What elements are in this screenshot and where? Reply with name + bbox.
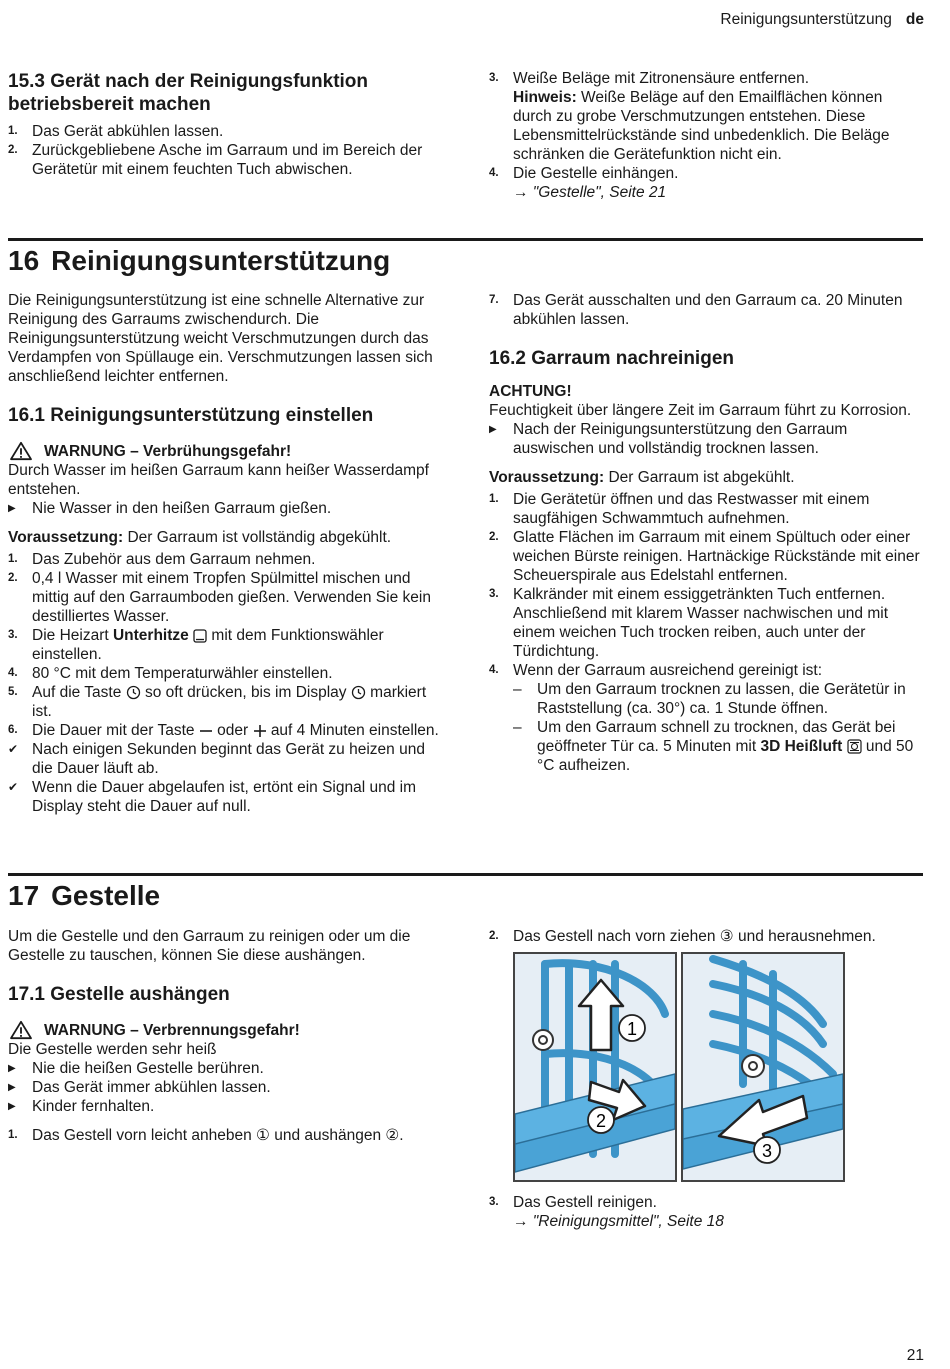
step-number: 2. <box>489 930 499 942</box>
step-text: Glatte Flächen im Garraum mit einem Spültuch oder einer weichen Bürste reinigen. Hartnäckige Rückstände mit einer Scheuerspirale aus Edelstahl entfernen. <box>513 529 920 584</box>
step-number: 2. <box>489 531 499 543</box>
step-text: Das Gerät ausschalten und den Garraum ca. 20 Minuten abkühlen lassen. <box>513 292 903 328</box>
list-item <box>8 122 440 141</box>
warning-bullet <box>8 499 440 518</box>
step-text: Das Zubehör aus dem Garraum nehmen. <box>32 551 316 568</box>
step-text: Das Gerät abkühlen lassen. <box>32 123 224 140</box>
bullet-text: Nach der Reinigungsunterstützung den Garraum auswischen und vollständig trocknen lassen. <box>513 421 848 457</box>
list-item <box>489 585 921 661</box>
step-number: 1. <box>8 125 18 137</box>
list-item <box>8 569 440 626</box>
section-15-3-left <box>8 70 440 179</box>
attention-title: ACHTUNG! <box>489 383 572 400</box>
step-text: Das Gestell nach vorn ziehen ③ und herausnehmen. <box>513 928 876 945</box>
prerequisite-label: Voraussetzung: <box>8 529 124 546</box>
step-text: Das Gestell reinigen. <box>513 1194 657 1211</box>
result-text: Nach einigen Sekunden beginnt das Gerät zu heizen und die Dauer läuft ab. <box>32 741 425 777</box>
attention-text: Feuchtigkeit über längere Zeit im Garraum führt zu Korrosion. <box>489 402 912 419</box>
bullet-icon: ▶ <box>8 503 16 514</box>
header-language: de <box>905 11 924 28</box>
sub-item-text: und 50 °C aufheizen. <box>537 738 914 774</box>
result-item <box>8 740 440 778</box>
prerequisite <box>489 468 921 487</box>
step-text: 0,4 l Wasser mit einem Tropfen Spülmittel mischen und mittig auf den Garraumboden gießen. Verwenden Sie kein destilliertes Wasser. <box>32 570 431 625</box>
step-text: mit dem Funktionswähler einstellen. <box>32 627 384 663</box>
bullet-text: Kinder fernhalten. <box>32 1098 155 1115</box>
section-17-1-title: 17.1 Gestelle aushängen <box>8 984 230 1005</box>
sub-item <box>513 680 921 718</box>
section-17-right <box>489 927 925 946</box>
step-number: 3. <box>489 1196 499 1208</box>
list-item <box>489 1193 925 1212</box>
list-item <box>489 490 921 528</box>
warning-title: WARNUNG – Verbrennungsgefahr! <box>44 1021 300 1039</box>
hint <box>489 88 919 164</box>
figure-rack-lift <box>513 952 677 1182</box>
bullet-icon: ▶ <box>8 1082 16 1093</box>
sub-item <box>513 718 921 775</box>
list-item <box>489 291 921 329</box>
step-number: 3. <box>489 588 499 600</box>
plus-icon <box>253 724 267 738</box>
section-17-left <box>8 927 444 1145</box>
result-item <box>8 778 440 816</box>
section-16-left <box>8 291 440 816</box>
heating-mode-name: 3D Heißluft <box>760 738 843 755</box>
chapter-number: 17 <box>8 880 40 911</box>
warning-heading <box>8 1020 444 1040</box>
warning-bullet <box>8 1097 444 1116</box>
minus-icon <box>199 724 213 738</box>
list-item <box>8 626 440 664</box>
warning-triangle-icon <box>8 441 34 461</box>
list-item <box>489 69 919 88</box>
figure-label-2: 2 <box>595 1111 607 1131</box>
list-item <box>8 1126 444 1145</box>
step-text: Wenn der Garraum ausreichend gereinigt ist: <box>513 662 823 679</box>
cross-reference[interactable]: → "Gestelle", Seite 21 <box>513 184 667 201</box>
step-number: 4. <box>489 167 499 179</box>
section-15-3-title: 15.3 Gerät nach der Reinigungsfunktion betriebsbereit machen <box>8 71 369 115</box>
list-item <box>489 528 921 585</box>
hint-label: Hinweis: <box>513 89 577 106</box>
list-item <box>8 721 440 740</box>
page-number: 21 <box>906 1347 924 1364</box>
step-text: Die Heizart <box>32 627 109 644</box>
bullet-icon: ▶ <box>489 424 497 435</box>
rack-pull-illustration <box>683 954 843 1180</box>
section-16-heading <box>8 244 390 278</box>
step-number: 2. <box>8 572 18 584</box>
chapter-number: 16 <box>8 245 40 276</box>
warning-triangle-icon <box>8 1020 34 1040</box>
prerequisite-label: Voraussetzung: <box>489 469 605 486</box>
figure-rack-pull <box>681 952 845 1182</box>
prerequisite-text: Der Garraum ist vollständig abgekühlt. <box>127 529 392 546</box>
list-item <box>489 164 919 183</box>
section-17-right-bottom <box>489 1193 925 1231</box>
step-number: 3. <box>489 72 499 84</box>
warning-bullet <box>8 1059 444 1078</box>
step-text: Kalkränder mit einem essiggetränkten Tuch entfernen. Anschließend mit klarem Wasser nachwischen und mit einem weichen Tuch trocken reiben, auch unter der Türdichtung. <box>513 586 889 660</box>
checkmark-icon: ✔ <box>8 742 19 756</box>
dash-marker: – <box>513 719 522 736</box>
figure-label-3: 3 <box>761 1141 773 1161</box>
bullet-text: Nie die heißen Gestelle berühren. <box>32 1060 264 1077</box>
step-text: Die Gestelle einhängen. <box>513 165 679 182</box>
step-number: 3. <box>8 629 18 641</box>
hint-text: Weiße Beläge auf den Emailflächen können durch zu grobe Verschmutzungen entstehen. Diese Lebensmittelrückstände sind unbedenklich. Die Beläge schränken die Gerätefunktion nicht ein. <box>513 89 890 163</box>
step-text: 80 °C mit dem Temperaturwähler einstellen. <box>32 665 333 682</box>
rack-lift-illustration <box>515 954 675 1180</box>
section-divider <box>8 238 923 241</box>
step-number: 1. <box>8 1129 18 1141</box>
section-16-1-title: 16.1 Reinigungsunterstützung einstellen <box>8 405 374 426</box>
sub-item-text: Um den Garraum trocknen zu lassen, die Gerätetür in Raststellung (ca. 30°) ca. 1 Stunde öffnen. <box>537 681 906 717</box>
prerequisite <box>8 528 440 547</box>
bottom-heat-icon <box>193 629 207 643</box>
attention-bullet <box>489 420 921 458</box>
list-item <box>8 664 440 683</box>
step-text: Auf die Taste <box>32 684 122 701</box>
cross-reference[interactable]: → "Reinigungsmittel", Seite 18 <box>513 1213 724 1230</box>
section-16-right <box>489 291 921 775</box>
hot-air-icon <box>847 739 862 754</box>
warning-bullet <box>8 1078 444 1097</box>
step-text: oder <box>217 722 249 739</box>
chapter-title: Reinigungsunterstützung <box>51 245 391 276</box>
sub-item-text: Um den Garraum schnell zu trocknen, das Gerät bei geöffneter Tür ca. 5 Minuten mit <box>537 719 896 755</box>
step-text: Zurückgebliebene Asche im Garraum und im Bereich der Gerätetür mit einem feuchten Tuch abwischen. <box>32 142 423 178</box>
warning-text: Die Gestelle werden sehr heiß <box>8 1041 217 1058</box>
bullet-icon: ▶ <box>8 1101 16 1112</box>
result-text: Wenn die Dauer abgelaufen ist, ertönt ein Signal und im Display steht die Dauer auf null. <box>32 779 417 815</box>
step-number: 4. <box>489 664 499 676</box>
figure-label-1: 1 <box>626 1019 638 1039</box>
dash-marker: – <box>513 681 522 698</box>
chapter-title: Gestelle <box>51 880 161 911</box>
step-text: Die Gerätetür öffnen und das Restwasser mit einem saugfähigen Schwammtuch aufnehmen. <box>513 491 870 527</box>
clock-icon <box>126 685 141 700</box>
step-number: 4. <box>8 667 18 679</box>
bullet-text: Das Gerät immer abkühlen lassen. <box>32 1079 271 1096</box>
section-16-intro: Die Reinigungsunterstützung ist eine schnelle Alternative zur Reinigung des Garraums zwischendurch. Die Reinigungsunterstützung weicht Verschmutzungen durch das Verdampfen von Spüllauge ein. Verschmutzungen lassen sich anschließend leichter entfernen. <box>8 292 433 385</box>
section-17-intro: Um die Gestelle und den Garraum zu reinigen oder um die Gestelle zu tauschen, können Sie diese aushängen. <box>8 928 411 964</box>
step-text: markiert ist. <box>32 684 427 720</box>
section-divider <box>8 873 923 876</box>
step-text: so oft drücken, bis im Display <box>144 684 347 701</box>
list-item <box>489 927 925 946</box>
running-header <box>720 10 924 29</box>
list-item <box>8 141 440 179</box>
step-text: Weiße Beläge mit Zitronensäure entfernen. <box>513 70 810 87</box>
checkmark-icon: ✔ <box>8 780 19 794</box>
bullet-text: Nie Wasser in den heißen Garraum gießen. <box>32 500 332 517</box>
warning-title: WARNUNG – Verbrühungsgefahr! <box>44 442 292 460</box>
step-number: 7. <box>489 294 499 306</box>
prerequisite-text: Der Garraum ist abgekühlt. <box>608 469 795 486</box>
header-section: Reinigungsunterstützung <box>720 11 892 28</box>
step-text: Die Dauer mit der Taste <box>32 722 195 739</box>
warning-text: Durch Wasser im heißen Garraum kann heißer Wasserdampf entstehen. <box>8 462 429 498</box>
section-16-2-title: 16.2 Garraum nachreinigen <box>489 348 734 369</box>
step-text: auf 4 Minuten einstellen. <box>270 722 439 739</box>
step-number: 1. <box>489 493 499 505</box>
step-number: 1. <box>8 553 18 565</box>
clock-icon <box>351 685 366 700</box>
step-number: 5. <box>8 686 18 698</box>
heating-mode-name: Unterhitze <box>112 627 189 644</box>
bullet-icon: ▶ <box>8 1063 16 1074</box>
step-number: 6. <box>8 724 18 736</box>
list-item <box>8 683 440 721</box>
section-15-3-right <box>489 69 919 202</box>
list-item <box>8 550 440 569</box>
section-17-heading <box>8 879 160 913</box>
step-number: 2. <box>8 144 18 156</box>
step-text: Das Gestell vorn leicht anheben ① und aushängen ②. <box>32 1127 404 1144</box>
warning-heading <box>8 441 440 461</box>
list-item <box>489 661 921 775</box>
